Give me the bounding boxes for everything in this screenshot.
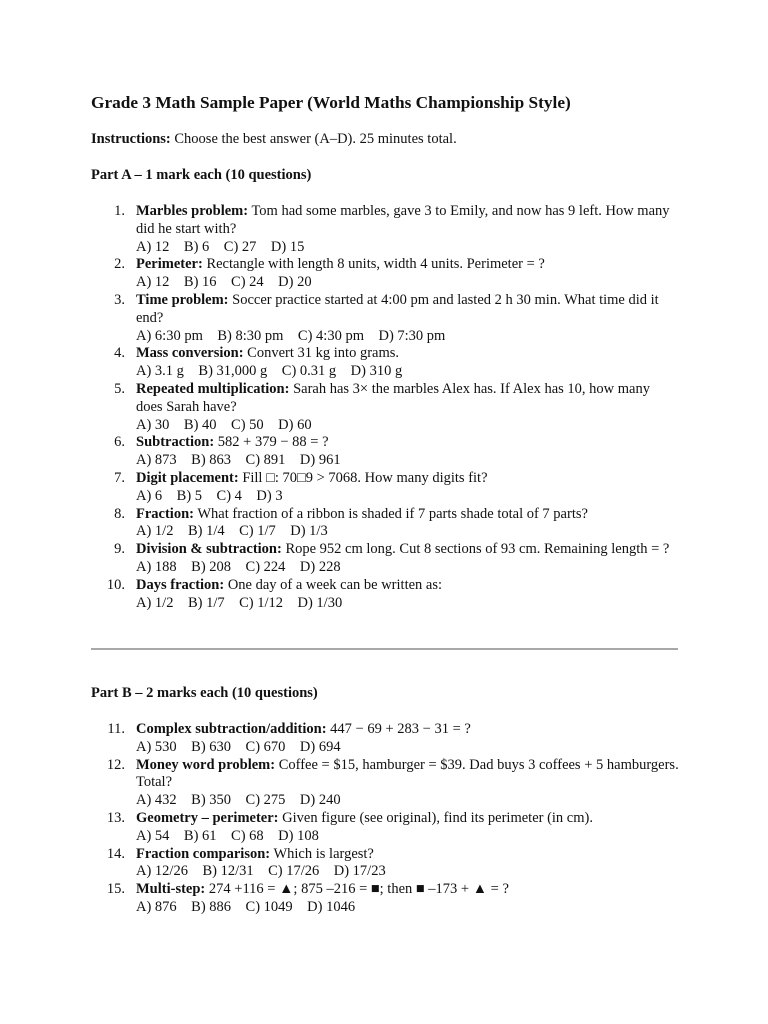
answer-choices: A) 12 B) 16 C) 24 D) 20 xyxy=(136,274,312,291)
question-text: Fill □: 70□9 > 7068. How many digits fit? xyxy=(238,469,488,486)
question-text: Tom had some marbles, gave 3 to Emily, and now has 9 left. How many did he start with? xyxy=(136,203,670,237)
question-item xyxy=(91,577,679,613)
question-item xyxy=(91,846,679,882)
question-label: Money word problem: xyxy=(136,756,276,773)
question-text: Rope 952 cm long. Cut 8 sections of 93 cm. Remaining length = ? xyxy=(281,541,670,558)
question-number: 13. xyxy=(106,809,125,826)
answer-choices: A) 6 B) 5 C) 4 D) 3 xyxy=(136,487,283,504)
question-label: Subtraction: xyxy=(136,434,215,451)
question-number: 6. xyxy=(114,434,125,451)
question-item xyxy=(91,203,679,256)
answer-choices: A) 432 B) 350 C) 275 D) 240 xyxy=(136,792,341,809)
answer-choices: A) 30 B) 40 C) 50 D) 60 xyxy=(136,416,312,433)
answer-choices: A) 876 B) 886 C) 1049 D) 1046 xyxy=(136,898,356,915)
question-text: Given figure (see original), find its perimeter (in cm). xyxy=(278,809,593,826)
question-text: Sarah has 3× the marbles Alex has. If Alex has 10, how many does Sarah have? xyxy=(136,380,650,415)
question-text: Soccer practice started at 4:00 pm and lasted 2 h 30 min. What time did it end? xyxy=(136,291,659,326)
question-item xyxy=(91,256,679,292)
question-text: Rectangle with length 8 units, width 4 units. Perimeter = ? xyxy=(202,256,545,273)
question-number: 14. xyxy=(106,845,125,862)
instructions-label: Instructions: xyxy=(91,131,171,147)
part-a-heading: Part A – 1 mark each (10 questions) xyxy=(91,167,312,183)
answer-choices: A) 873 B) 863 C) 891 D) 961 xyxy=(136,452,341,469)
question-label: Complex subtraction/addition: xyxy=(136,721,327,737)
question-label: Time problem: xyxy=(136,291,229,308)
question-label: Multi-step: xyxy=(136,881,206,898)
question-text: Coffee = $15, hamburger = $39. Dad buys 3 coffees + 5 hamburgers. Total? xyxy=(136,756,679,791)
part-a-question-list xyxy=(91,203,679,612)
page-title: Grade 3 Math Sample Paper (World Maths Championship Style) xyxy=(91,93,571,112)
question-item xyxy=(91,721,679,757)
answer-choices: A) 12 B) 6 C) 27 D) 15 xyxy=(136,238,305,255)
question-label: Perimeter: xyxy=(136,256,203,273)
question-item xyxy=(91,757,679,810)
question-number: 10. xyxy=(106,576,125,593)
part-b-question-list xyxy=(91,721,679,917)
question-number: 7. xyxy=(114,469,125,486)
question-text: What fraction of a ribbon is shaded if 7 parts shade total of 7 parts? xyxy=(193,505,588,522)
question-label: Mass conversion: xyxy=(136,345,244,362)
question-label: Days fraction: xyxy=(136,576,225,593)
answer-choices: A) 54 B) 61 C) 68 D) 108 xyxy=(136,827,319,844)
question-label: Digit placement: xyxy=(136,469,239,486)
answer-choices: A) 188 B) 208 C) 224 D) 228 xyxy=(136,558,341,575)
answer-choices: A) 6:30 pm B) 8:30 pm C) 4:30 pm D) 7:30 pm xyxy=(136,327,446,344)
instructions-text: Choose the best answer (A–D). 25 minutes total. xyxy=(170,131,457,147)
question-number: 4. xyxy=(114,345,125,362)
answer-choices: A) 12/26 B) 12/31 C) 17/26 D) 17/23 xyxy=(136,863,386,880)
question-text: 274 +116 = ▲; 875 –216 = ■; then ■ –173 + ▲ = ? xyxy=(205,881,509,898)
question-item xyxy=(91,345,679,381)
question-item xyxy=(91,541,679,577)
question-item xyxy=(91,810,679,846)
answer-choices: A) 1/2 B) 1/7 C) 1/12 D) 1/30 xyxy=(136,594,343,611)
answer-choices: A) 530 B) 630 C) 670 D) 694 xyxy=(136,738,341,755)
question-number: 3. xyxy=(114,291,125,308)
question-number: 11. xyxy=(107,721,125,737)
question-item xyxy=(91,881,679,917)
section-divider xyxy=(91,648,678,650)
question-number: 2. xyxy=(114,256,125,273)
question-number: 15. xyxy=(106,881,125,898)
question-text: 447 − 69 + 283 − 31 = ? xyxy=(326,721,471,737)
question-text: Convert 31 kg into grams. xyxy=(243,345,400,362)
question-number: 1. xyxy=(114,203,125,219)
question-label: Geometry – perimeter: xyxy=(136,809,279,826)
question-item xyxy=(91,434,679,470)
question-item xyxy=(91,292,679,345)
question-label: Fraction: xyxy=(136,505,194,522)
question-item xyxy=(91,381,679,434)
question-number: 8. xyxy=(114,505,125,522)
question-text: Which is largest? xyxy=(270,845,374,862)
instructions xyxy=(91,131,457,149)
question-label: Fraction comparison: xyxy=(136,845,271,862)
question-text: 582 + 379 − 88 = ? xyxy=(214,434,329,451)
part-b-heading: Part B – 2 marks each (10 questions) xyxy=(91,685,318,701)
question-number: 12. xyxy=(106,756,125,773)
question-number: 5. xyxy=(114,380,125,397)
answer-choices: A) 3.1 g B) 31,000 g C) 0.31 g D) 310 g xyxy=(136,363,403,380)
question-label: Repeated multiplication: xyxy=(136,380,290,397)
question-label: Division & subtraction: xyxy=(136,541,282,558)
answer-choices: A) 1/2 B) 1/4 C) 1/7 D) 1/3 xyxy=(136,523,328,540)
question-item xyxy=(91,506,679,542)
question-label: Marbles problem: xyxy=(136,203,249,219)
question-number: 9. xyxy=(114,541,125,558)
question-item xyxy=(91,470,679,506)
question-text: One day of a week can be written as: xyxy=(224,576,443,593)
